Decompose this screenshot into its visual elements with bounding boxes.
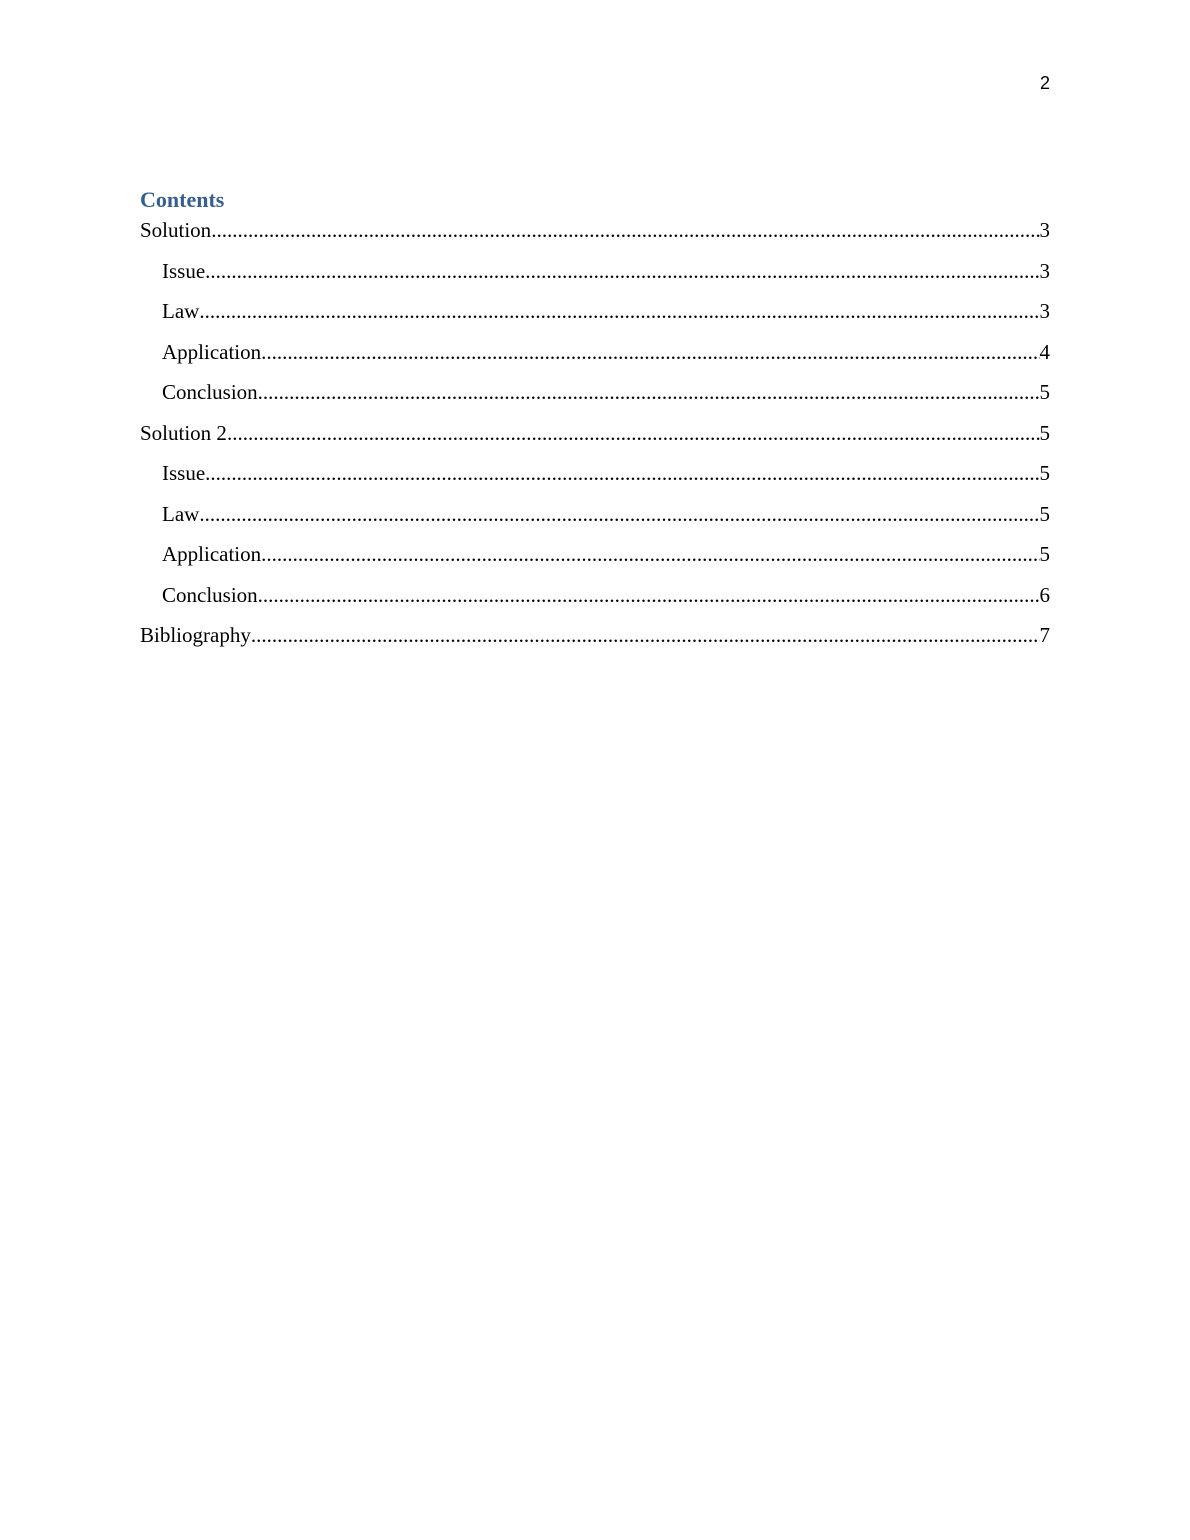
- toc-entry-title: Issue: [162, 258, 206, 283]
- toc-entry-page: 6: [1039, 582, 1050, 607]
- toc-entry-title: Law: [162, 501, 200, 526]
- toc-entry-title: Issue: [162, 461, 206, 485]
- toc-entry-title: Conclusion: [162, 380, 258, 404]
- toc-entry-page: 5: [1039, 501, 1050, 526]
- toc-entry-page: 3: [1039, 218, 1050, 242]
- toc-dot-leader: [205, 257, 1039, 285]
- toc-entry-application[interactable]: [140, 338, 1050, 379]
- table-of-contents: [140, 186, 1050, 662]
- toc-entry-page: 5: [1039, 461, 1050, 485]
- page-number: 2: [1039, 73, 1050, 93]
- toc-entry-application-2[interactable]: [140, 540, 1050, 581]
- toc-entry-title: Bibliography: [140, 623, 251, 647]
- toc-entry-page: 5: [1039, 420, 1050, 445]
- toc-entry-title: Application: [162, 339, 262, 364]
- toc-dot-leader: [258, 378, 1040, 406]
- toc-entry-law-2[interactable]: [140, 500, 1050, 541]
- toc-entry-bibliography[interactable]: [140, 621, 1050, 662]
- toc-dot-leader: [261, 338, 1039, 366]
- toc-dot-leader: [211, 216, 1039, 244]
- toc-dot-leader: [199, 297, 1039, 325]
- toc-entry-page: 7: [1039, 623, 1050, 647]
- toc-entry-title: Application: [162, 542, 262, 566]
- toc-dot-leader: [258, 581, 1040, 609]
- toc-entry-page: 3: [1039, 299, 1050, 323]
- toc-entry-page: 3: [1039, 258, 1050, 283]
- toc-dot-leader: [199, 500, 1039, 528]
- toc-entry-conclusion-2[interactable]: [140, 581, 1050, 622]
- toc-dot-leader: [261, 540, 1039, 568]
- toc-entry-page: 4: [1039, 339, 1050, 364]
- toc-dot-leader: [251, 621, 1040, 649]
- toc-entry-title: Conclusion: [162, 582, 258, 607]
- toc-entry-page: 5: [1039, 380, 1050, 404]
- toc-list: [140, 216, 1050, 662]
- toc-entry-solution[interactable]: [140, 216, 1050, 257]
- toc-entry-page: 5: [1039, 542, 1050, 566]
- toc-entry-title: Law: [162, 299, 200, 323]
- toc-entry-issue[interactable]: [140, 257, 1050, 298]
- toc-entry-solution-2[interactable]: [140, 419, 1050, 460]
- toc-entry-issue-2[interactable]: [140, 459, 1050, 500]
- toc-heading: Contents: [140, 187, 225, 212]
- toc-entry-title: Solution: [140, 218, 212, 242]
- toc-entry-law[interactable]: [140, 297, 1050, 338]
- toc-dot-leader: [227, 419, 1040, 447]
- toc-entry-title: Solution 2: [140, 420, 227, 445]
- toc-dot-leader: [205, 459, 1039, 487]
- toc-entry-conclusion[interactable]: [140, 378, 1050, 419]
